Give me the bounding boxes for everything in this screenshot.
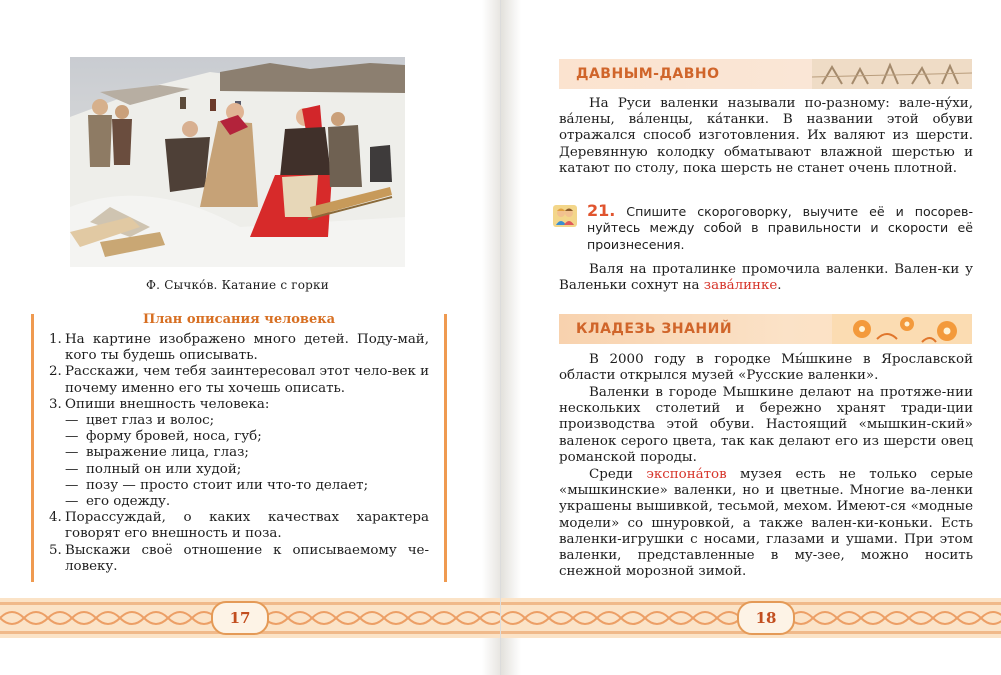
plan-item-number: 3. xyxy=(49,396,62,412)
paragraph-production: Валенки в городе Мышкине делают на протяже-нии нескольких столетий и бережно хранят тради-ции производства этой обуви. Настоящий «мышкин-ский» валенок серого цвета, так как делают его из шерсти овец романской породы. xyxy=(559,385,973,465)
painting-image xyxy=(70,57,405,267)
plan-list xyxy=(49,332,429,575)
rubric-ornament-icon xyxy=(812,59,972,89)
plan-subitem-text: цвет глаз и волос; xyxy=(86,413,215,429)
painting-caption: Ф. Сычко́в. Катание с горки xyxy=(146,278,329,292)
plan-item-text: На картине изображено много детей. Поду-май, кого ты будешь описывать. xyxy=(65,332,429,364)
paragraph-museum: В 2000 году в городке Мы́шкине в Ярославской области открылся музей «Русские валенки». xyxy=(559,352,973,384)
tongue-twister-text: Валя на проталинке промочила валенки. Вален-ки у Валеньки сохнут на xyxy=(559,262,973,294)
rubric-knowledge xyxy=(559,314,972,344)
plan-item-text: Порассуждай, о каких качествах характера говорят его внешность и поза. xyxy=(65,510,429,542)
plan-subitem: — выражение лица, глаз; xyxy=(65,445,249,461)
plan-subitem-text: полный он или худой; xyxy=(86,461,242,477)
plan-item-number: 1. xyxy=(49,332,62,347)
paragraph-exhibits xyxy=(559,467,973,580)
rubric-long-ago xyxy=(559,59,972,89)
pair-work-icon xyxy=(553,205,577,227)
page-number-left: 17 xyxy=(211,601,269,635)
plan-subitem-text: его одежду. xyxy=(86,494,171,510)
exhibits-text-start: Среди xyxy=(589,467,647,482)
plan-sublist xyxy=(49,413,429,510)
tongue-twister xyxy=(559,262,973,294)
plan-item-number: 5. xyxy=(49,542,62,558)
page-number-right: 18 xyxy=(737,601,795,635)
description-plan xyxy=(31,308,447,582)
plan-subitem: — полный он или худой; xyxy=(65,461,242,477)
right-page xyxy=(501,0,1001,675)
flower-ornament-icon xyxy=(832,314,972,344)
plan-item xyxy=(49,332,429,364)
plan-item-number: 4. xyxy=(49,510,62,526)
plan-item-text: Опиши внешность человека: xyxy=(65,396,270,412)
plan-border-right xyxy=(444,314,447,582)
exhibits-text-rest: музея есть не только серые «мышкинские» валенки, но и цветные. Многие ва-ленки украшены вышивкой, тесьмой, мехом. Имеют-ся «модные модели» со шнуровкой, а также вален-ки-коньки. Есть валенки-игрушки с носами, глазами и ушами. При этом валенки, представленные в му-зее, можно носить снежной морозной зимой. xyxy=(559,467,973,580)
task-21 xyxy=(587,203,973,253)
plan-item-text: Выскажи своё отношение к описываемому че-ловеку. xyxy=(65,542,429,574)
plan-subitem-text: позу — просто стоит или что-то делает; xyxy=(86,477,369,493)
plan-subitem-text: форму бровей, носа, губ; xyxy=(86,429,262,445)
plan-subitem-text: выражение лица, глаз; xyxy=(86,445,249,461)
rubric-title: ДАВНЫМ-ДАВНО xyxy=(576,66,720,82)
highlighted-word: экспона́тов xyxy=(646,467,727,482)
rubric-title: КЛАДЕЗЬ ЗНАНИЙ xyxy=(576,321,733,337)
paragraph-valenki-names: На Руси валенки называли по-разному: вале-ну́хи, ва́лены, ва́ленцы, ка́танки. В названии этой обуви отражался способ изготовления. Их валяют из шерсти. Деревянную колодку обматывают влажной шерстью и катают по столу, пока шерсть не станет очень плотной. xyxy=(559,96,973,176)
plan-item xyxy=(49,397,429,413)
plan-item-text: Расскажи, чем тебя заинтересовал этот чело-век и почему именно его ты хочешь описать. xyxy=(65,364,429,396)
task-text: Спишите скороговорку, выучите её и посорев-нуйтесь между собой в правильности и скорости её произнесения. xyxy=(587,204,973,252)
plan-subitem: — форму бровей, носа, губ; xyxy=(65,429,262,445)
plan-item-number: 2. xyxy=(49,364,62,380)
plan-subitem: — позу — просто стоит или что-то делает; xyxy=(65,477,369,493)
plan-border-left xyxy=(31,314,34,582)
highlighted-word: зава́линке xyxy=(703,278,778,294)
plan-item xyxy=(49,364,429,396)
task-number: 21. xyxy=(587,201,616,220)
plan-subitem: — его одежду. xyxy=(65,494,171,510)
plan-item xyxy=(49,543,429,575)
plan-item xyxy=(49,510,429,542)
tongue-twister-end: . xyxy=(777,278,782,294)
plan-subitem: — цвет глаз и волос; xyxy=(65,413,215,429)
plan-title: План описания человека xyxy=(142,312,336,327)
